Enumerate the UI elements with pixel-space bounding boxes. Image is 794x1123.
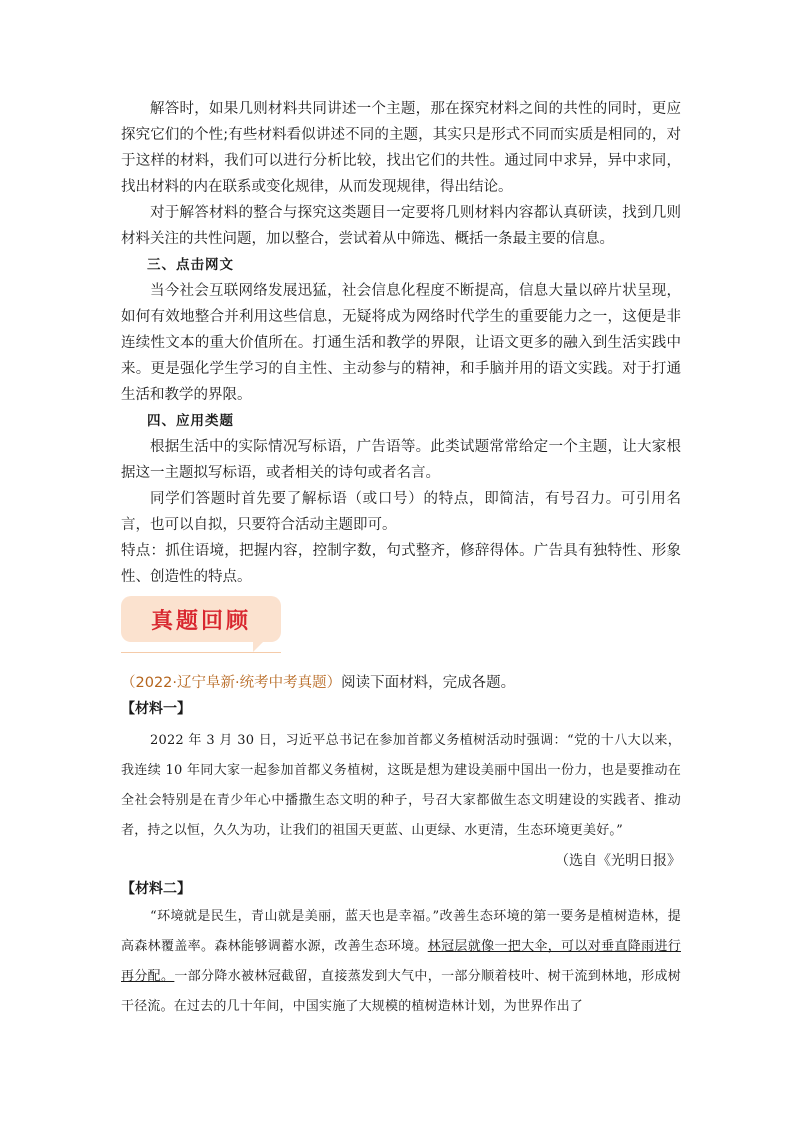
section-heading-3: 三、点击网文	[147, 257, 234, 273]
content-column	[121, 96, 681, 1022]
banner-underline	[121, 652, 281, 653]
question-source: （2022·辽宁阜新·统考中考真题）	[121, 675, 342, 691]
section-banner	[121, 596, 681, 670]
question-prompt: 阅读下面材料，完成各题。	[341, 675, 516, 691]
paragraph-1: 解答时，如果几则材料共同讲述一个主题，那在探究材料之间的共性的同时，更应探究它们的个性;有些材料看似讲述不同的主题，其实只是形式不同而实质是相同的，对于这样的材料，我们可以进行分析比较，找出它们的共性。通过同中求异，异中求同，找出材料的内在联系或变化规律，从而发现规律，得出结论。	[121, 101, 681, 195]
banner-title: 真题回顾	[150, 608, 251, 634]
banner-badge	[121, 596, 281, 642]
material-1-text: 2022 年 3 月 30 日，习近平总书记在参加首都义务植树活动时强调：“党的十八大以来，我连续 10 年同大家一起参加首都义务植树，这既是想为建设美丽中国出一份力，也是要推动在全社会特别是在青少年心中播撒生态文明的种子，号召大家都做生态文明建设的实践者、推动者，持之以恒，久久为功，让我们的祖国天更蓝、山更绿、水更清，生态环境更美好。”	[121, 733, 681, 838]
banner-tail-shape	[253, 640, 265, 652]
material-2-text-before: “环境就是民生，青山就是美丽，蓝天也是幸福。”改善生态环境的第一要务是植树造林，提高森林覆盖率。森林能够调蓄水源，改善生态环境。	[121, 909, 681, 954]
question-line	[121, 670, 681, 696]
material-2-text-after: 一部分降水被林冠截留，直接蒸发到大气中，一部分顺着枝叶、树干流到林地，形成树干径流。在过去的几十年间，中国实施了大规模的植树造林计划，为世界作出了	[121, 969, 681, 1014]
paragraph-4: 根据生活中的实际情况写标语，广告语等。此类试题常常给定一个主题，让大家根据这一主题拟写标语，或者相关的诗句或者名言。	[121, 439, 681, 481]
features-paragraph: 特点：抓住语境，把握内容，控制字数，句式整齐，修辞得体。广告具有独特性、形象性、创造性的特点。	[121, 543, 681, 585]
material-2-text-underlined: 林冠层就像一把大伞，可以对垂直降雨进行再分配。	[121, 939, 681, 984]
paragraph-3: 当今社会互联网络发展迅猛，社会信息化程度不断提高，信息大量以碎片状呈现，如何有效地整合并利用这些信息，无疑将成为网络时代学生的重要能力之一，这便是非连续性文本的重大价值所在。打通生活和教学的界限，让语文更多的融入到生活实践中来。更是强化学生学习的自主性、主动参与的精神，和手脑并用的语文实践。对于打通生活和教学的界限。	[121, 283, 681, 403]
paragraph-5: 同学们答题时首先要了解标语（或口号）的特点，即简洁，有号召力。可引用名言，也可以自拟，只要符合活动主题即可。	[121, 491, 681, 533]
material-1-citation: （选自《光明日报》	[555, 853, 681, 869]
material-2-label: 【材料二】	[121, 881, 191, 897]
material-2-text	[121, 902, 681, 1022]
material-1-label: 【材料一】	[121, 701, 191, 717]
paragraph-2: 对于解答材料的整合与探究这类题目一定要将几则材料内容都认真研读，找到几则材料关注的共性问题，加以整合，尝试着从中筛选、概括一条最主要的信息。	[121, 205, 681, 247]
section-heading-4: 四、应用类题	[147, 413, 234, 429]
